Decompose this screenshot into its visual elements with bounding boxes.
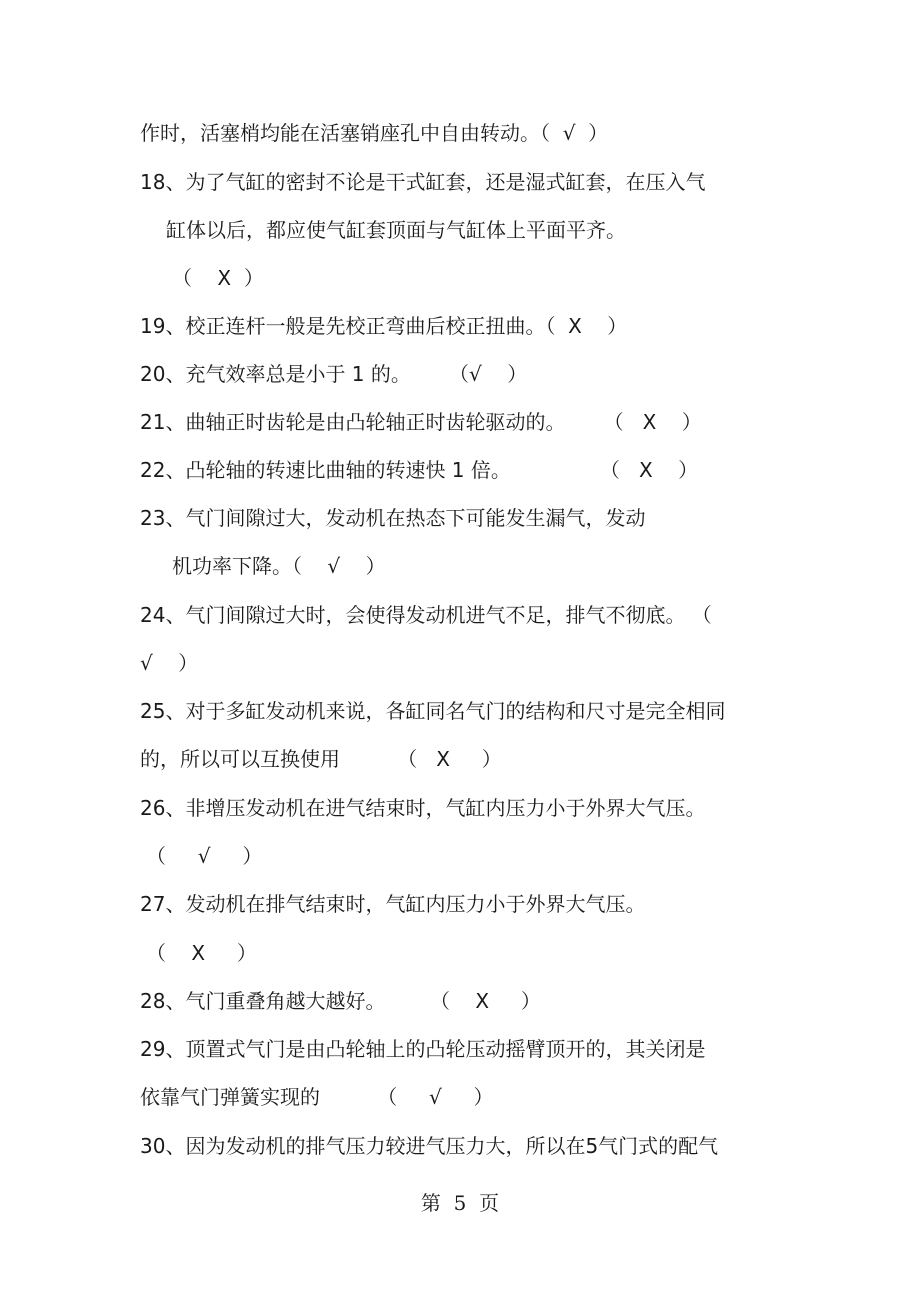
answer-mark: √ ） bbox=[140, 651, 199, 675]
page-number: 第 5 页 bbox=[420, 1191, 500, 1215]
question-24: 24、气门间隙过大时，会使得发动机进气不足，排气不彻底。 （ bbox=[140, 603, 712, 627]
question-20: 20、充气效率总是小于 1 的。 （√ ） bbox=[140, 362, 528, 386]
question-23: 23、气门间隙过大，发动机在热态下可能发生漏气，发动 bbox=[140, 506, 646, 530]
question-27: 27、发动机在排气结束时，气缸内压力小于外界大气压。 bbox=[140, 892, 646, 916]
question-30: 30、因为发动机的排气压力较进气压力大，所以在5气门式的配气 bbox=[140, 1134, 719, 1158]
text-line: 作时，活塞梢均能在活塞销座孔中自由转动。（ √ ） bbox=[140, 121, 609, 145]
text-line: 依靠气门弹簧实现的 （ √ ） bbox=[140, 1085, 494, 1109]
question-22: 22、凸轮轴的转速比曲轴的转速快 1 倍。 （ X ） bbox=[140, 458, 699, 482]
text-line: 机功率下降。（ √ ） bbox=[172, 554, 386, 578]
question-25: 25、对于多缸发动机来说，各缸同名气门的结构和尺寸是完全相同 bbox=[140, 699, 726, 723]
answer-mark: （ X ） bbox=[146, 941, 257, 965]
question-19: 19、校正连杆一般是先校正弯曲后校正扭曲。（ X ） bbox=[140, 314, 628, 338]
answer-mark: （ X ） bbox=[172, 266, 264, 290]
question-21: 21、曲轴正时齿轮是由凸轮轴正时齿轮驱动的。 （ X ） bbox=[140, 410, 702, 434]
question-26: 26、非增压发动机在进气结束时，气缸内压力小于外界大气压。 bbox=[140, 796, 706, 820]
question-18: 18、为了气缸的密封不论是干式缸套，还是湿式缸套，在压入气 bbox=[140, 170, 706, 194]
question-29: 29、顶置式气门是由凸轮轴上的凸轮压动摇臂顶开的，其关闭是 bbox=[140, 1037, 706, 1061]
question-28: 28、气门重叠角越大越好。 （ X ） bbox=[140, 989, 541, 1013]
text-line: 的，所以可以互换使用 （ X ） bbox=[140, 747, 502, 771]
answer-mark: （ √ ） bbox=[146, 844, 263, 868]
text-line: 缸体以后，都应使气缸套顶面与气缸体上平面平齐。 bbox=[166, 218, 626, 242]
